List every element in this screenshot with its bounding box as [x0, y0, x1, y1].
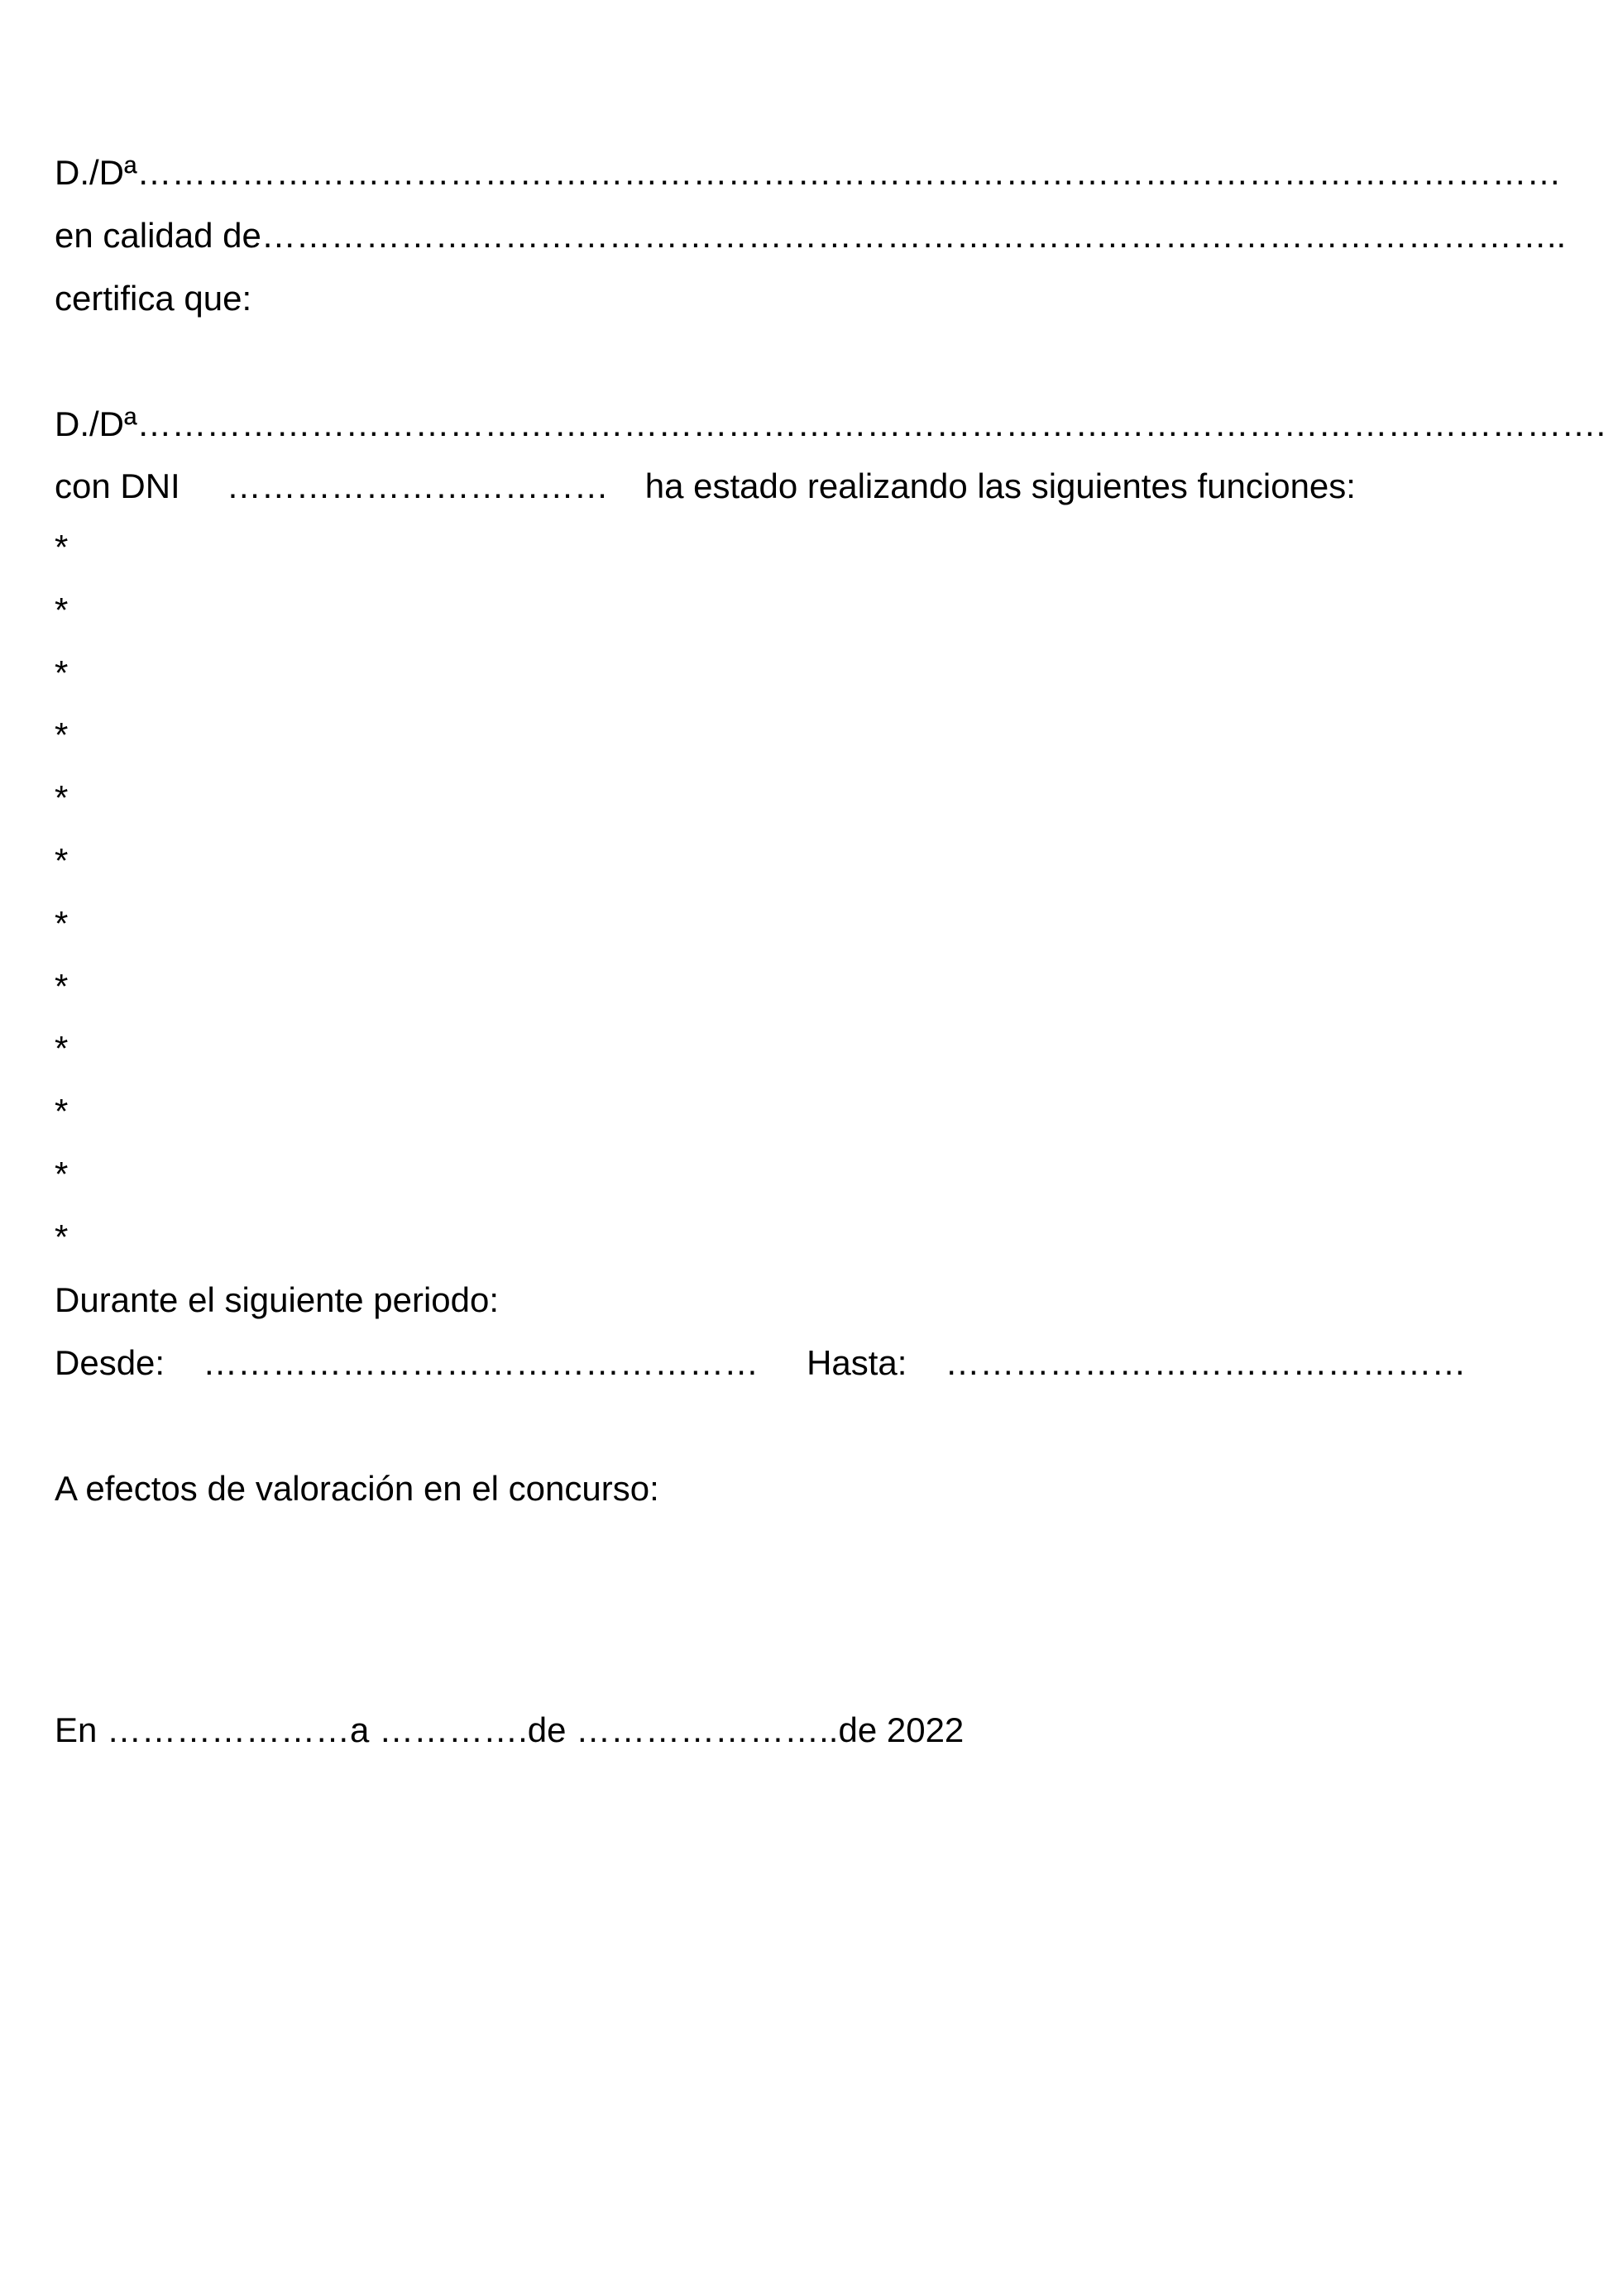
function-item: *	[55, 715, 69, 755]
function-item: *	[55, 1092, 69, 1131]
function-item: *	[55, 590, 69, 629]
period-line	[55, 1342, 1466, 1385]
functions-intro: ha estado realizando las siguientes funciones:	[644, 466, 1356, 505]
function-item: *	[55, 840, 69, 880]
certifier-name-line: D./Dª……………………………………………………………………………………………………………	[55, 153, 1562, 192]
purpose-text: A efectos de valoración en el concurso:	[55, 1469, 659, 1508]
function-item: *	[55, 903, 69, 943]
function-item: *	[55, 778, 69, 818]
to-dots: ………………………………………	[945, 1343, 1467, 1382]
dni-label: con DNI	[55, 466, 180, 505]
from-dots: …………………………………………	[203, 1343, 759, 1382]
functions-list	[55, 526, 68, 1279]
subject-name-line: D./Dª……………………………………………………………………………………………………………….	[55, 404, 1606, 443]
certifies-text: certifica que:	[55, 279, 252, 318]
subject-dni-line	[55, 465, 1356, 508]
function-item: *	[55, 1029, 69, 1069]
to-label: Hasta:	[807, 1343, 907, 1382]
certifier-role-line: en calidad de…………………………………………………………………………………………………..	[55, 216, 1567, 255]
function-item: *	[55, 966, 69, 1006]
dni-dots: ……………………………	[226, 466, 609, 505]
function-item: *	[55, 528, 69, 567]
function-item: *	[55, 653, 69, 692]
period-intro: Durante el siguiente periodo:	[55, 1280, 500, 1319]
function-item: *	[55, 1154, 69, 1193]
from-label: Desde:	[55, 1343, 165, 1382]
place-date-line: En …………………a ………….de …………………..de 2022	[55, 1710, 965, 1749]
function-item: *	[55, 1217, 69, 1256]
